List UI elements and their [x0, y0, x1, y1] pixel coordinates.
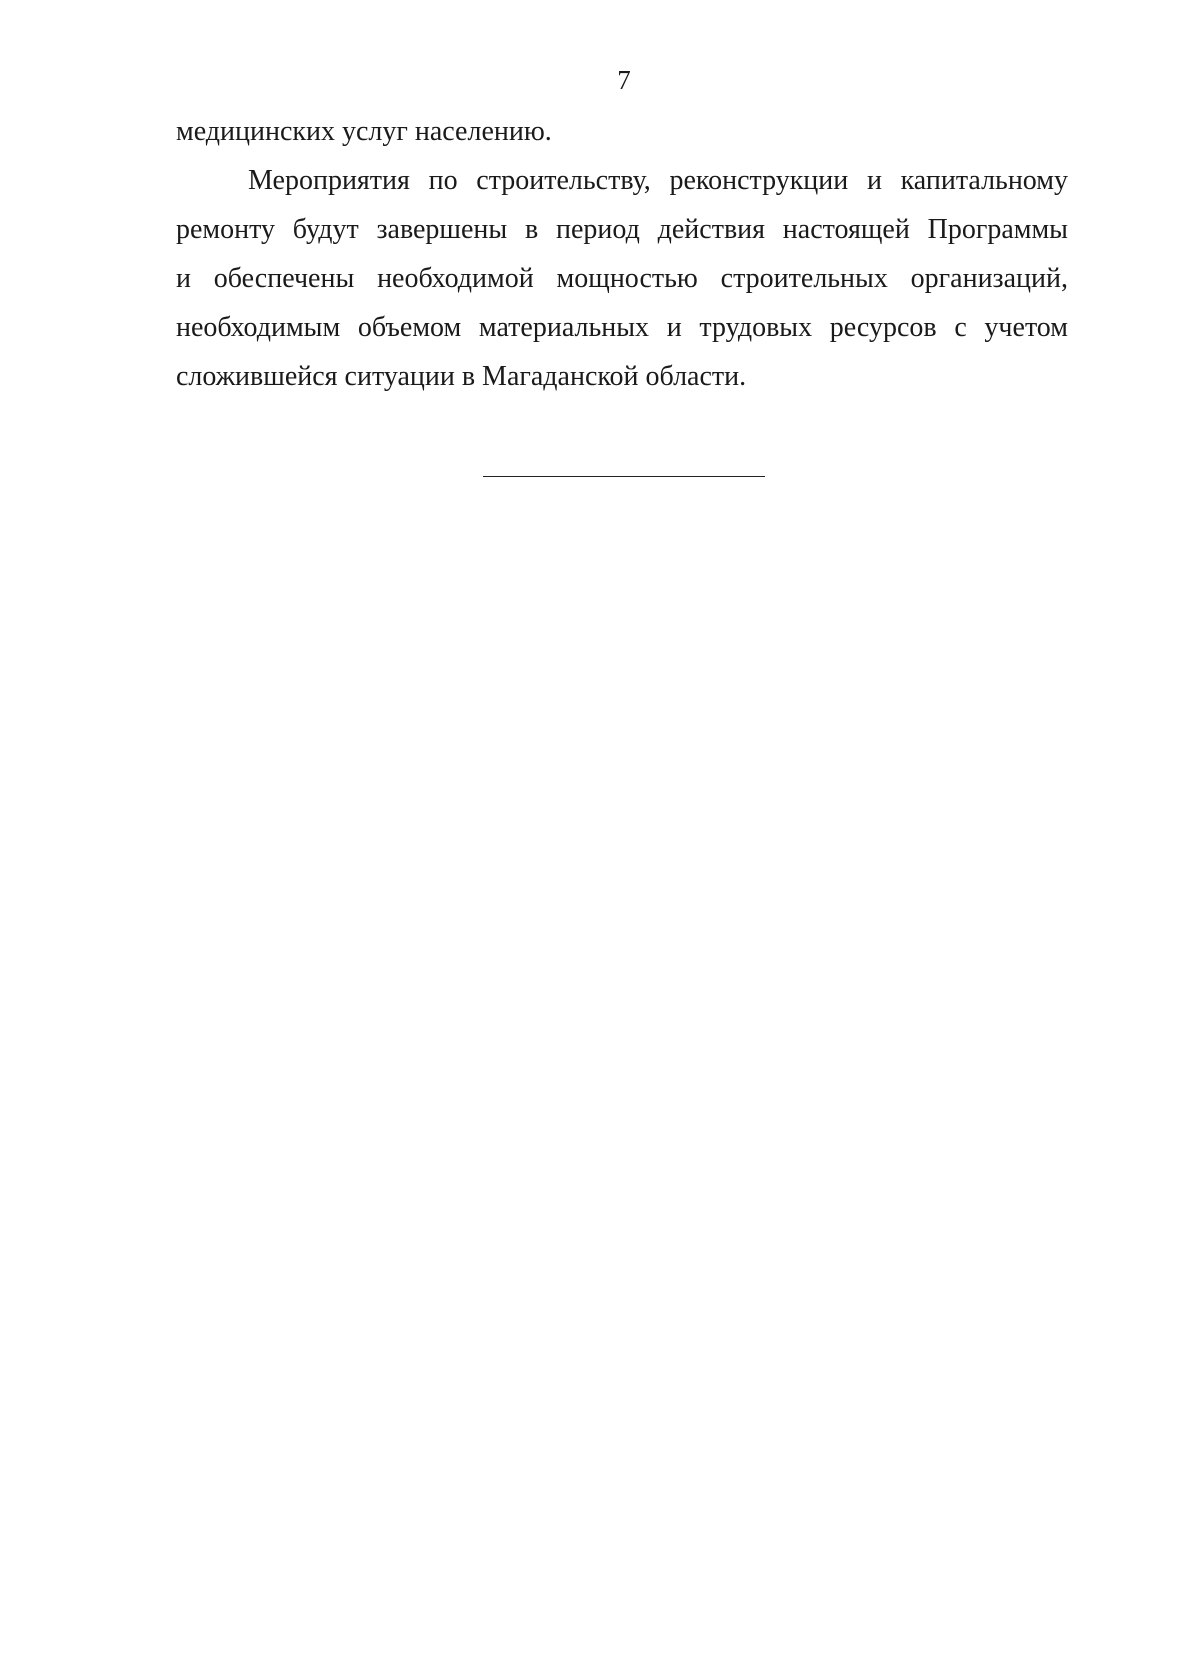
paragraph-line-4: необходимым объемом материальных и трудовых ресурсов с учетом — [176, 312, 1068, 343]
document-body — [176, 107, 1068, 401]
page-number: 7 — [617, 65, 631, 95]
continuation-line: медицинских услуг населению. — [176, 116, 552, 147]
paragraph-line-5: сложившейся ситуации в Магаданской области. — [176, 361, 747, 392]
paragraph — [176, 156, 1068, 401]
closing-rule — [483, 476, 765, 477]
paragraph-line-2: ремонту будут завершены в период действия настоящей Программы — [176, 214, 1068, 245]
paragraph-line-1: Мероприятия по строительству, реконструкции и капитальному — [248, 165, 1068, 196]
paragraph-line-3: и обеспечены необходимой мощностью строительных организаций, — [176, 263, 1068, 294]
